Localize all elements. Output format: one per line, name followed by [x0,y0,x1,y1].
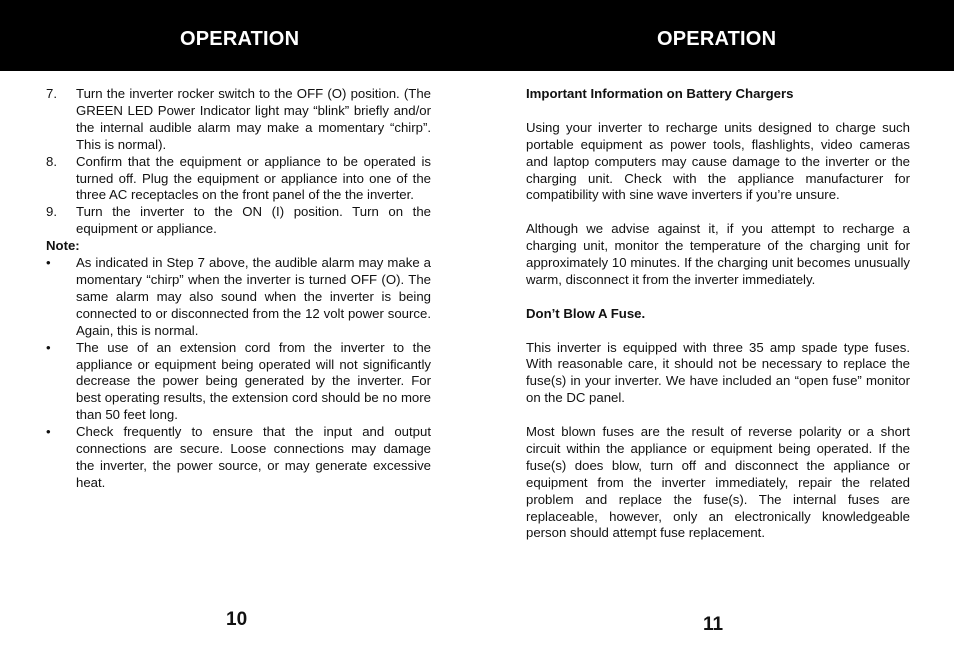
header-banner [0,0,954,71]
step-item [46,204,431,238]
bullet-item [46,255,431,340]
page-number-right: 11 [703,614,724,635]
right-page-title: OPERATION [657,28,777,50]
bullet-icon: • [46,339,51,355]
step-number: 9. [46,204,57,220]
step-text: Turn the inverter to the ON (I) position. Turn on the equipment or appliance. [76,204,431,237]
left-page-title: OPERATION [180,28,300,50]
battery-chargers-heading: Important Information on Battery Chargers [526,86,794,101]
bullet-item [46,424,431,492]
page-number-left: 10 [226,609,248,630]
step-text: Confirm that the equipment or appliance to be operated is turned off. Plug the equipment or appliance into one of the three AC receptacles on the front panel of the the inverter. [76,153,431,203]
step-number: 7. [46,86,57,101]
step-number: 8. [46,153,57,169]
paragraph: Using your inverter to recharge units designed to charge such portable equipment as power tools, flashlights, video cameras and laptop computers may cause damage to the inverter or the charging unit. Check with the appliance manufacturer for compatibility with sine wave inverters if you’re unsure. [526,119,910,203]
note-label: Note: [46,238,80,254]
left-page-body [46,86,431,492]
paragraph: This inverter is equipped with three 35 amp spade type fuses. With reasonable care, it should not be necessary to replace the fuse(s) in your inverter. We have included an “open fuse” monitor on the DC panel. [526,339,910,406]
bullet-text: Check frequently to ensure that the input and output connections are secure. Loose connections may damage the inverter, the power source, or may generate excessive heat. [76,424,431,490]
right-page-body [526,86,910,542]
bullet-icon: • [46,424,51,440]
bullet-icon: • [46,255,51,271]
bullet-item [46,340,431,425]
step-text: Turn the inverter rocker switch to the OFF (O) position. (The GREEN LED Power Indicator light may “blink” briefly and/or the internal audible alarm may make a momentary “chirp”. This is normal). [76,86,431,152]
paragraph: Most blown fuses are the result of reverse polarity or a short circuit within the appliance or equipment being operated. If the fuse(s) does blow, turn off and disconnect the appliance or equipment from the inverter immediately, repair the related problem and replace the fuse(s). The internal fuses are replaceable, however, only an electronically knowledgeable person should attempt fuse replacement. [526,424,910,541]
fuse-heading: Don’t Blow A Fuse. [526,305,646,321]
step-item [46,86,431,154]
bullet-text: The use of an extension cord from the inverter to the appliance or equipment being operated will not significantly decrease the power being generated by the inverter. For best operating results, the extension cord should be no more than 50 feet long. [76,339,431,423]
paragraph: Although we advise against it, if you attempt to recharge a charging unit, monitor the temperature of the charging unit for approximately 10 minutes. If the charging unit becomes unusually warm, disconnect it from the inverter immediately. [526,221,910,287]
bullet-text: As indicated in Step 7 above, the audible alarm may make a momentary “chirp” when the inverter is turned OFF (O). The same alarm may also sound when the inverter is being connected to or disconnected from the 12 volt power source. Again, this is normal. [76,255,431,338]
step-item [46,154,431,205]
